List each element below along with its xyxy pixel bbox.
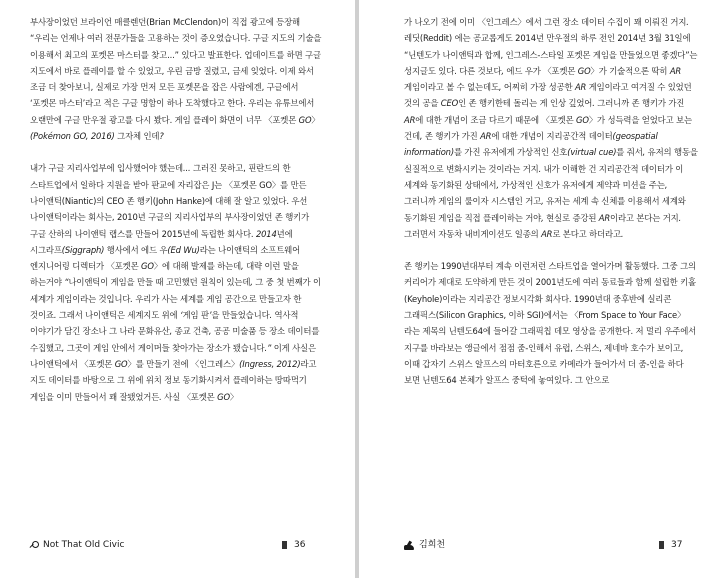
- page-number: 37: [671, 540, 683, 550]
- right-page: [359, 0, 714, 578]
- page-icon: [282, 541, 287, 549]
- left-footer-title: [30, 538, 124, 552]
- paragraph: [30, 14, 326, 144]
- italic-text-run: 내가 구글 지리사업부에 입사했어야 했는데...: [30, 163, 194, 174]
- left-footer-page-number: [282, 538, 305, 552]
- text-run: 존 행키는 1990년대부터 계속 이런저런 스타트업을 열어가며 활동했다. 그중 그의 커리어가 제대로 도약하게 만든 것이 2001년도에 여러 동료들과 함께 설립한 키홀(Keyhole)이라는 지리공간 정보시각화 회사다. 1990년대 중후반에 실리콘 그래픽스(Silicon Graphics, 이하 SGI)에서는 〈From Space to Your Face〉라는 제목의 닌텐도64에 들어갈 그래픽칩 데모 영상을 공개한다. 저 멀리 우주에서 지구를 바라보는 앵글에서 점점 줌-인해서 유럽, 스위스, 제네바 호수가 보이고, 이때 갑자기 스위스 알프스의 마터호른으로 카메라가 들어가서 더 줌-인을 하다 보면 닌텐도64 본체가 알프스 중턱에 놓여있다. 그 안으로: [404, 261, 697, 386]
- italic-text-run: 게임 플레이 화면이 너무 〈포켓몬 GO〉(Pokémon GO, 2016) 그자체 인데?: [30, 114, 320, 142]
- paragraph: [404, 14, 698, 242]
- paragraph: [404, 258, 698, 388]
- text-run: 레딧(Reddit) 에는 공교롭게도 2014년 만우절의 하루 전인 2014년 3월 31일에 “닌텐도가 나이앤틱과 합께, 인그레스-스타일 포켓몬 게임을 만들었으면 좋겠다”는 성지글도 있다.: [404, 33, 698, 76]
- search-icon: [30, 541, 39, 550]
- hand-icon: [404, 541, 415, 550]
- italic-text-run: 2014년에 시그라프(Siggraph) 행사에서 에드 우(Ed Wu)라는 나이앤틱의 소프트웨어 엔지니어링 디렉터가 〈포켓몬 GO〉에 대해 발제를 하는데, 대략 이런 말을 하는거야 “나이앤틱이 게임을 만들 때 고민했던 원칙이 있는데, 그 중 첫 번째가 이 세계가 게임이라는 것입니다. 우리가 사는 세계를 게임 공간으로 만들고자 한 것이죠. 그래서 나이앤틱은 세계지도 위에 ‘게임 판’을 만들었습니다. 역사적 이야기가 담긴 장소나 그 나라 문화유산, 종교 건축, 공공 미술품 등 장소 데이터를 수집했고, 그곳이 게임 안에서 게이머들 찾아가는 장소가 됐습니다.” 이게 사실은 나이앤틱에서 〈포켓몬 GO〉를 만들기 전에 〈인그레스〉(Ingress, 2012)라고 지도 데이터를 바탕으로 그 위에 위치 정보 동기화시켜서 플레이하는 땅따먹기 게임을 이미 만들어서 꽤 잘됐었거든. 사실 〈포켓몬 GO〉: [30, 228, 321, 402]
- right-footer-page-number: [659, 538, 682, 552]
- text-run: 그러진 못하고, 핀란드의 한 스타트업에서 일하다 지원을 받아 판교에 자리잡은 J는 〈포켓몬 GO〉를 만든 나이앤틱(Niantic)의 CEO 존 행키(John Hanke)에 대해 잘 알고 있었다. 우선 나이앤틱이라는 회사는, 2010년 구글의 지리사업부의 부사장이었던 존 행키가 구글 산하의 나이앤틱 랩스를 만들어 2015년에 독립한 회사다.: [30, 163, 310, 239]
- italic-text-run: 다른 것보다, 에드 우가 〈포켓몬 GO〉가 기술적으론 딱히 AR 게임이라고 볼 수 없는데도, 어찌히 가장 성공한 AR 게임이라고 여겨질 수 있었던 것의 공을 CEO인 존 행키한테 돌리는 게 인상 깊었어. 그러니까 존 행키가 가진 AR에 대한 개념이 조금 다르기 때문에 〈포켓몬 GO〉가 성득력을 얻었다고 보는 건데, 존 행키가 가진 AR에 대한 개념이 지리공간적 데이터(geospatial information)를 가진 유저에게 가상적인 신호(virtual cue)를 줘서, 유저의 행동을 실질적으로 변화시키는 것이라는 거지. 내가 이해한 건 지리공간적 데이터가 이 세계와 동기화된 상태에서, 가상적인 신호가 유저에게 제약과 미션을 주는, 그러니까 게임의 룰이자 시스템인 거고, 유저는 세계 속 신체를 이용해서 세계와 동기화된 게임을 직접 플레이하는 거야, 현실로 증강된 AR이라고 본다는 거지. 그러면서 자동차 내비게이션도 일종의 AR로 본다고 하더라고.: [404, 65, 698, 239]
- paragraph: [30, 160, 326, 404]
- author-name: 김희천: [419, 540, 446, 550]
- right-footer-title: [404, 538, 445, 552]
- running-title: Not That Old Civic: [43, 540, 125, 550]
- left-page: [0, 0, 355, 578]
- text-run: 부사장이었던 브라이언 매클렌던(Brian McClendon)이 직접 광고에 등장해 “우리는 언제나 여러 전문가들을 고용하는 것이 증오였습니다. 구글 지도의 기술을 이용해서 최고의 포켓몬 마스터를 찾고...” 있다고 발표한다. 업데이트를 하면 구글 지도에서 바로 플레이를 할 수 있었고, 우린 금방 질렸고, 금세 잊었다. 이제 와서 조금 더 찾아보니, 실제로 가장 먼저 모든 포켓몬을 잡은 사람에겐, 구글에서 ‘포켓몬 마스터’라고 적은 구글 명함이 하나 도착했다고 한다. 우리는 유튜브에서 오랜만에 구글 만우절 광고를 다시 봤다.: [30, 17, 322, 125]
- right-page-body: [404, 14, 698, 389]
- page-icon: [659, 541, 664, 549]
- italic-text-run: 가 나오기 전에 이미 〈인그레스〉에서 그런 장소 데이터 수집이 꽤 이뤄진 거지.: [404, 17, 689, 27]
- left-page-body: [30, 14, 326, 405]
- page-number: 36: [294, 540, 306, 550]
